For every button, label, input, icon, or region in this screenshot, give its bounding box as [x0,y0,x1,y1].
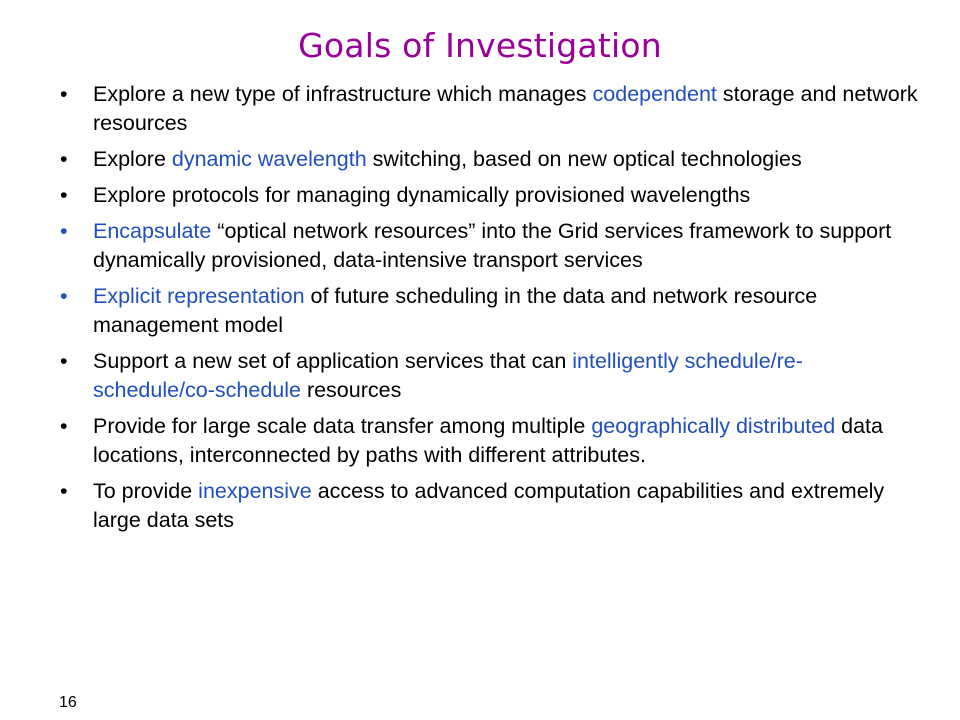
bullet-text: To provide [93,479,199,503]
bullet-item [60,145,920,174]
bullet-marker: • [60,183,68,207]
bullet-text: Provide for large scale data transfer among multiple [93,414,592,438]
bullet-text: Explore a new type of infrastructure which manages [93,82,593,106]
highlighted-text: codependent [592,82,717,106]
highlighted-text: dynamic wavelength [171,147,367,171]
bullet-text: switching, based on new optical technologies [366,147,802,171]
bullet-item [60,80,920,138]
bullet-text: resources [300,378,402,402]
bullet-marker: • [60,479,68,503]
highlighted-text: inexpensive [198,479,312,503]
bullet-item [60,477,920,535]
bullet-item [60,181,920,210]
highlighted-text: Encapsulate [93,219,212,243]
bullet-text: access to advanced computation capabilities and extremely large data sets [93,479,885,532]
bullet-text: “optical network resources” into the Grid services framework to support dynamically provisioned, data-intensive transport services [93,219,892,272]
bullet-list [60,80,920,542]
bullet-marker: • [60,349,68,373]
bullet-marker: • [60,147,68,171]
bullet-marker: • [60,414,68,438]
bullet-text: Support a new set of application services that can [93,349,573,373]
bullet-item [60,347,920,405]
bullet-marker: • [60,219,68,243]
bullet-text: Explore [93,147,172,171]
bullet-text: of future scheduling in the data and network resource management model [93,284,818,337]
bullet-item [60,217,920,275]
bullet-marker: • [60,82,68,106]
slide-title: Goals of Investigation [298,26,662,65]
bullet-item [60,282,920,340]
bullet-item [60,412,920,470]
bullet-text: Explore protocols for managing dynamically provisioned wavelengths [93,183,751,207]
highlighted-text: intelligently schedule/re-schedule/co-schedule [93,349,803,402]
page-number: 16 [59,694,77,711]
highlighted-text: geographically distributed [591,414,836,438]
bullet-text: storage and network resources [93,82,918,135]
bullet-marker: • [60,284,68,308]
bullet-text: data locations, interconnected by paths with different attributes. [93,414,883,467]
highlighted-text: Explicit representation [93,284,305,308]
